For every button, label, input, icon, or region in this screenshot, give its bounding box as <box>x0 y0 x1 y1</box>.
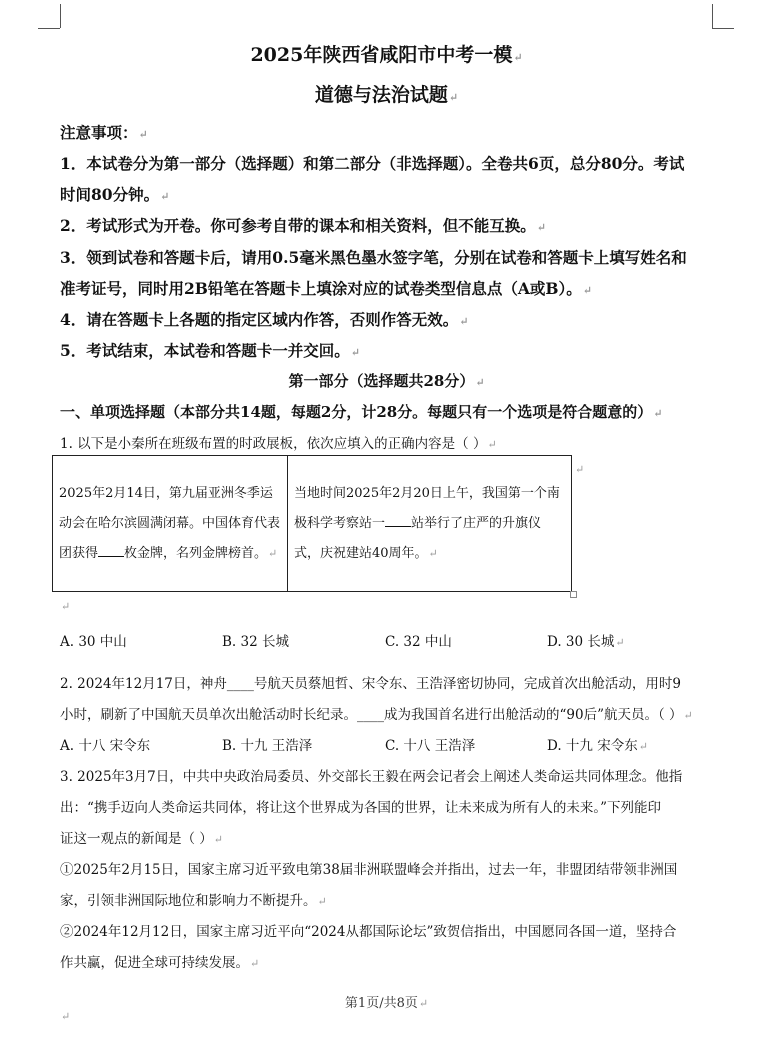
q2-line-2: 小时，刷新了中国航天员单次出舱活动时长纪录。____成为我国首名进行出舱活动的“90后”航天员。（ ）↵ <box>60 707 693 723</box>
crop-mark-top-right-vertical <box>712 4 713 28</box>
q1-stem: 1. 以下是小秦所在班级布置的时政展板，依次应填入的正确内容是（ ）↵ <box>60 436 497 452</box>
q1-blank-2 <box>385 514 411 527</box>
q3-item-2-line-1: ②2024年12月12日，国家主席习近平向“2024从都国际论坛”致贺信指出，中国愿同各国一道，坚持合 <box>60 924 677 940</box>
q1-option-d: D. 30 长城↵ <box>547 634 625 650</box>
footer-paragraph-mark: ↵ <box>61 1010 71 1023</box>
notes-heading: 注意事项：↵ <box>60 123 148 142</box>
table-row-mark: ↵ <box>575 463 585 476</box>
q3-item-1-line-2: 家，引领非洲国际地位和影响力不断提升。↵ <box>60 893 327 909</box>
q3-item-1-line-1: ①2025年2月15日，国家主席习近平致电第38届非洲联盟峰会并指出，过去一年，非盟团结带领非洲国 <box>60 862 678 878</box>
part1-heading: 第一部分（选择题共28分）↵ <box>288 372 485 390</box>
crop-mark-top-left-horizontal <box>38 28 60 29</box>
q2-line-1: 2. 2024年12月17日，神舟____号航天员蔡旭哲、宋令东、王浩泽密切协同，完成首次出舱活动，用时9 <box>60 676 681 692</box>
note-line-1: 1．本试卷分为第一部分（选择题）和第二部分（非选择题）。全卷共6页，总分80分。考试 <box>60 154 685 173</box>
q2-option-d: D. 十九 宋令东↵ <box>547 738 648 754</box>
q3-item-2-line-2: 作共赢，促进全球可持续发展。↵ <box>60 955 260 971</box>
q1-option-b: B. 32 长城 <box>222 634 289 650</box>
paragraph-mark: ↵ <box>61 600 71 613</box>
q1-blank-1 <box>98 544 124 557</box>
exam-subtitle: 道德与法治试题↵ <box>314 84 459 106</box>
crop-mark-top-right-horizontal <box>712 28 734 29</box>
q1-news-board <box>52 455 572 592</box>
table-resize-handle <box>570 591 577 598</box>
q2-option-c: C. 十八 王浩泽 <box>385 738 476 754</box>
q3-line-1: 3. 2025年3月7日，中共中央政治局委员、外交部长王毅在两会记者会上阐述人类命运共同体理念。他指 <box>60 769 683 785</box>
q2-option-a: A. 十八 宋令东 <box>60 738 151 754</box>
section-heading: 一、单项选择题（本部分共14题，每题2分，计28分。每题只有一个选项是符合题意的）↵ <box>60 403 663 421</box>
q1-option-c: C. 32 中山 <box>385 634 452 650</box>
q2-option-b: B. 十九 王浩泽 <box>222 738 313 754</box>
q1-right-cell: 当地时间2025年2月20日上午，我国第一个南极科学考察站一 站举行了庄严的升旗仪式，庆祝建站40周年。↵ <box>288 456 572 592</box>
q3-line-3: 证这一观点的新闻是（ ）↵ <box>60 831 224 847</box>
note-line-6: 4．请在答题卡上各题的指定区域内作答，否则作答无效。↵ <box>60 310 469 329</box>
q1-left-cell: 2025年2月14日，第九届亚洲冬季运动会在哈尔滨圆满闭幕。中国体育代表团获得 枚金牌，名列金牌榜首。↵ <box>53 456 288 592</box>
note-line-3: 2．考试形式为开卷。你可参考自带的课本和相关资料，但不能互换。↵ <box>60 216 547 235</box>
note-line-7: 5．考试结束，本试卷和答题卡一并交回。↵ <box>60 341 361 360</box>
q1-option-a: A. 30 中山 <box>60 634 127 650</box>
note-line-5: 准考证号，同时用2B铅笔在答题卡上填涂对应的试卷类型信息点（A或B）。↵ <box>60 279 592 298</box>
note-line-2: 时间80分钟。↵ <box>60 185 170 204</box>
exam-title: 2025年陕西省咸阳市中考一模↵ <box>250 44 523 66</box>
page-footer: 第1页/共8页↵ <box>344 996 429 1011</box>
crop-mark-top-left-vertical <box>60 4 61 28</box>
note-line-4: 3．领到试卷和答题卡后，请用0.5毫米黑色墨水签字笔，分别在试卷和答题卡上填写姓名和 <box>60 248 687 267</box>
q3-line-2: 出：“携手迈向人类命运共同体，将让这个世界成为各国的世界，让未来成为所有人的未来。”下列能印 <box>60 800 662 816</box>
